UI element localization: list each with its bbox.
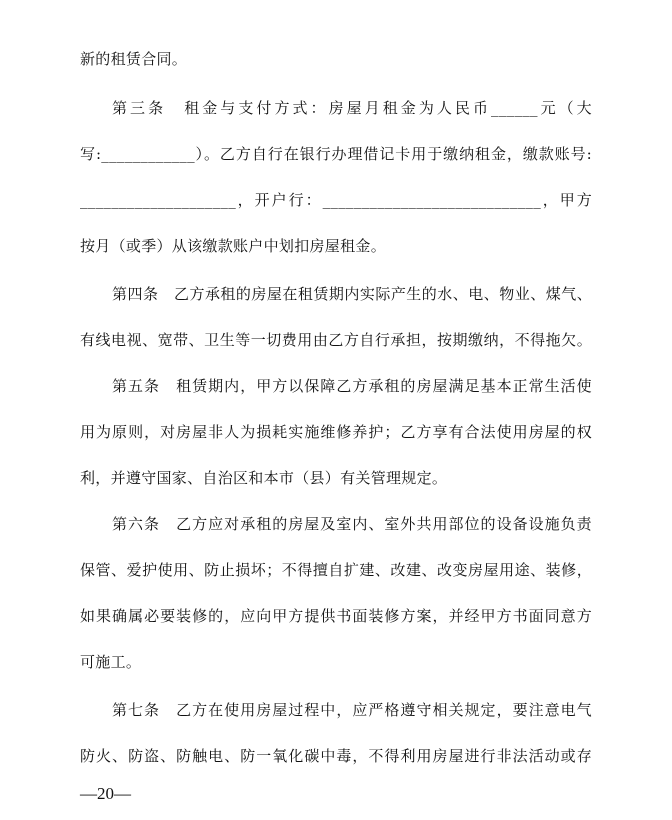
- text-line-9: 用为原则，对房屋非人为损耗实施维修养护；乙方享有合法使用房屋的权: [80, 423, 592, 441]
- text-line-5: 按月（或季）从该缴款账户中划扣房屋租金。: [80, 237, 387, 255]
- text-line-7: 有线电视、宽带、卫生等一切费用由乙方自行承担，按期缴纳，不得拖欠。: [80, 331, 592, 349]
- text-line-1: 新的租赁合同。: [80, 50, 188, 68]
- article-3-heading-line: 第三条 租金与支付方式：房屋月租金为人民币______元（大: [112, 99, 592, 117]
- text-line-3: 写:____________）。乙方自行在银行办理借记卡用于缴纳租金，缴款账号:: [80, 145, 592, 163]
- article-6-heading-line: 第六条 乙方应对承租的房屋及室内、室外共用部位的设备设施负责: [112, 515, 592, 533]
- page-number: —20—: [80, 784, 131, 803]
- article-5-heading-line: 第五条 租赁期内，甲方以保障乙方承租的房屋满足基本正常生活使: [112, 377, 592, 395]
- text-line-12: 保管、爱护使用、防止损坏；不得擅自扩建、改建、改变房屋用途、装修，: [80, 561, 592, 579]
- text-line-4: ____________________，开户行：____________________________，甲方: [80, 191, 592, 209]
- text-line-16: 防火、防盗、防触电、防一氧化碳中毒，不得利用房屋进行非法活动或存: [80, 747, 592, 765]
- text-line-14: 可施工。: [80, 653, 142, 671]
- text-line-10: 利，并遵守国家、自治区和本市（县）有关管理规定。: [80, 469, 448, 487]
- article-7-heading-line: 第七条 乙方在使用房屋过程中，应严格遵守相关规定，要注意电气: [112, 701, 592, 719]
- text-line-13: 如果确属必要装修的，应向甲方提供书面装修方案，并经甲方书面同意方: [80, 607, 592, 625]
- article-4-heading-line: 第四条 乙方承租的房屋在租赁期内实际产生的水、电、物业、煤气、: [112, 285, 592, 303]
